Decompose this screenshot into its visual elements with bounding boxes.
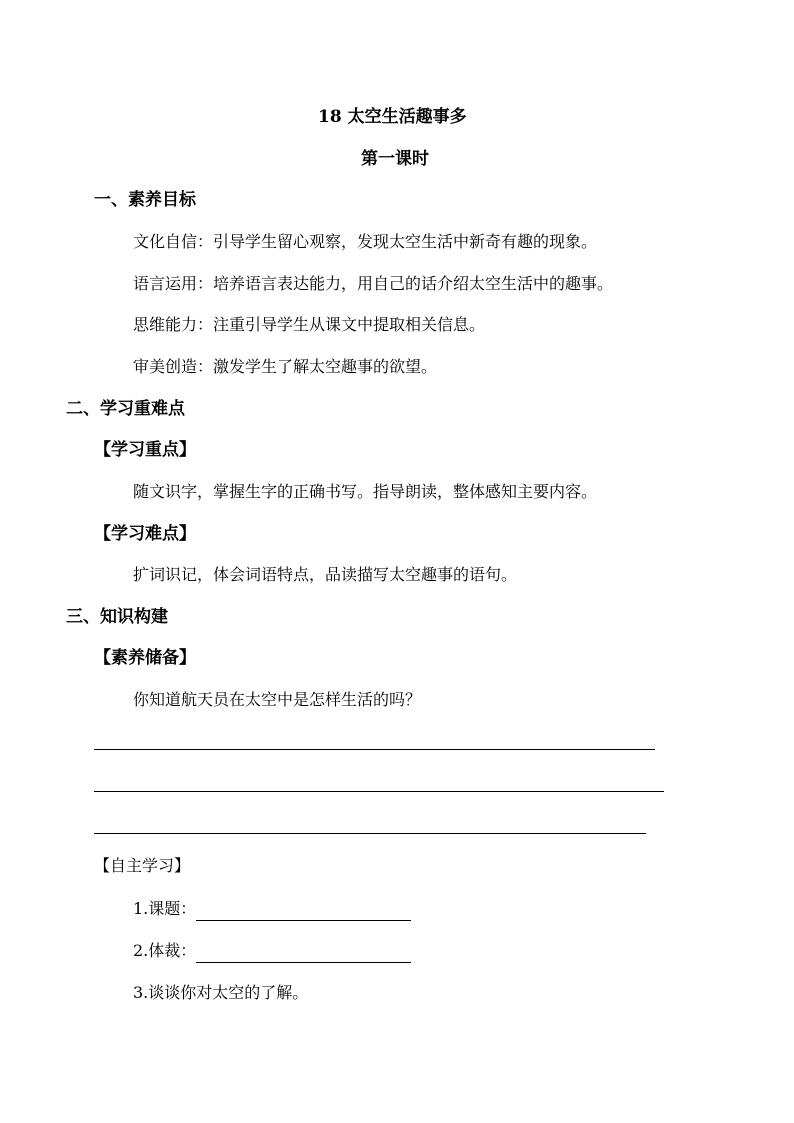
section-1-heading: 一、素养目标 <box>94 190 196 210</box>
question-title-label: 1.课题： <box>133 899 197 918</box>
lesson-period: 第一课时 <box>361 149 429 169</box>
question-genre-row <box>133 939 411 963</box>
answer-line[interactable] <box>94 791 664 792</box>
self-study-label: 【自主学习】 <box>94 856 191 875</box>
goal-item: 语言运用：培养语言表达能力，用自己的话介绍太空生活中的趣事。 <box>133 274 614 293</box>
question-space: 3.谈谈你对太空的了解。 <box>133 983 309 1002</box>
goal-item: 审美创造：激发学生了解太空趣事的欲望。 <box>133 357 438 376</box>
goal-item: 思维能力：注重引导学生从课文中提取相关信息。 <box>133 315 486 334</box>
focus-label: 【学习重点】 <box>94 440 196 460</box>
prep-question: 你知道航天员在太空中是怎样生活的吗？ <box>133 690 422 709</box>
title-answer-blank[interactable] <box>196 903 411 921</box>
prep-label: 【素养储备】 <box>94 648 196 668</box>
goal-item: 文化自信：引导学生留心观察，发现太空生活中新奇有趣的现象。 <box>133 232 598 251</box>
answer-line[interactable] <box>94 749 655 750</box>
question-genre-label: 2.体裁： <box>133 941 197 960</box>
question-title-row <box>133 897 411 921</box>
difficulty-label: 【学习难点】 <box>94 524 196 544</box>
answer-line[interactable] <box>94 833 646 834</box>
genre-answer-blank[interactable] <box>196 945 411 963</box>
section-3-heading: 三、知识构建 <box>66 607 168 627</box>
difficulty-text: 扩词识记，体会词语特点，品读描写太空趣事的语句。 <box>133 565 518 584</box>
document-title: 18 太空生活趣事多 <box>318 107 467 127</box>
focus-text: 随文识字，掌握生字的正确书写。指导朗读，整体感知主要内容。 <box>133 482 598 501</box>
section-2-heading: 二、学习重难点 <box>66 399 185 419</box>
